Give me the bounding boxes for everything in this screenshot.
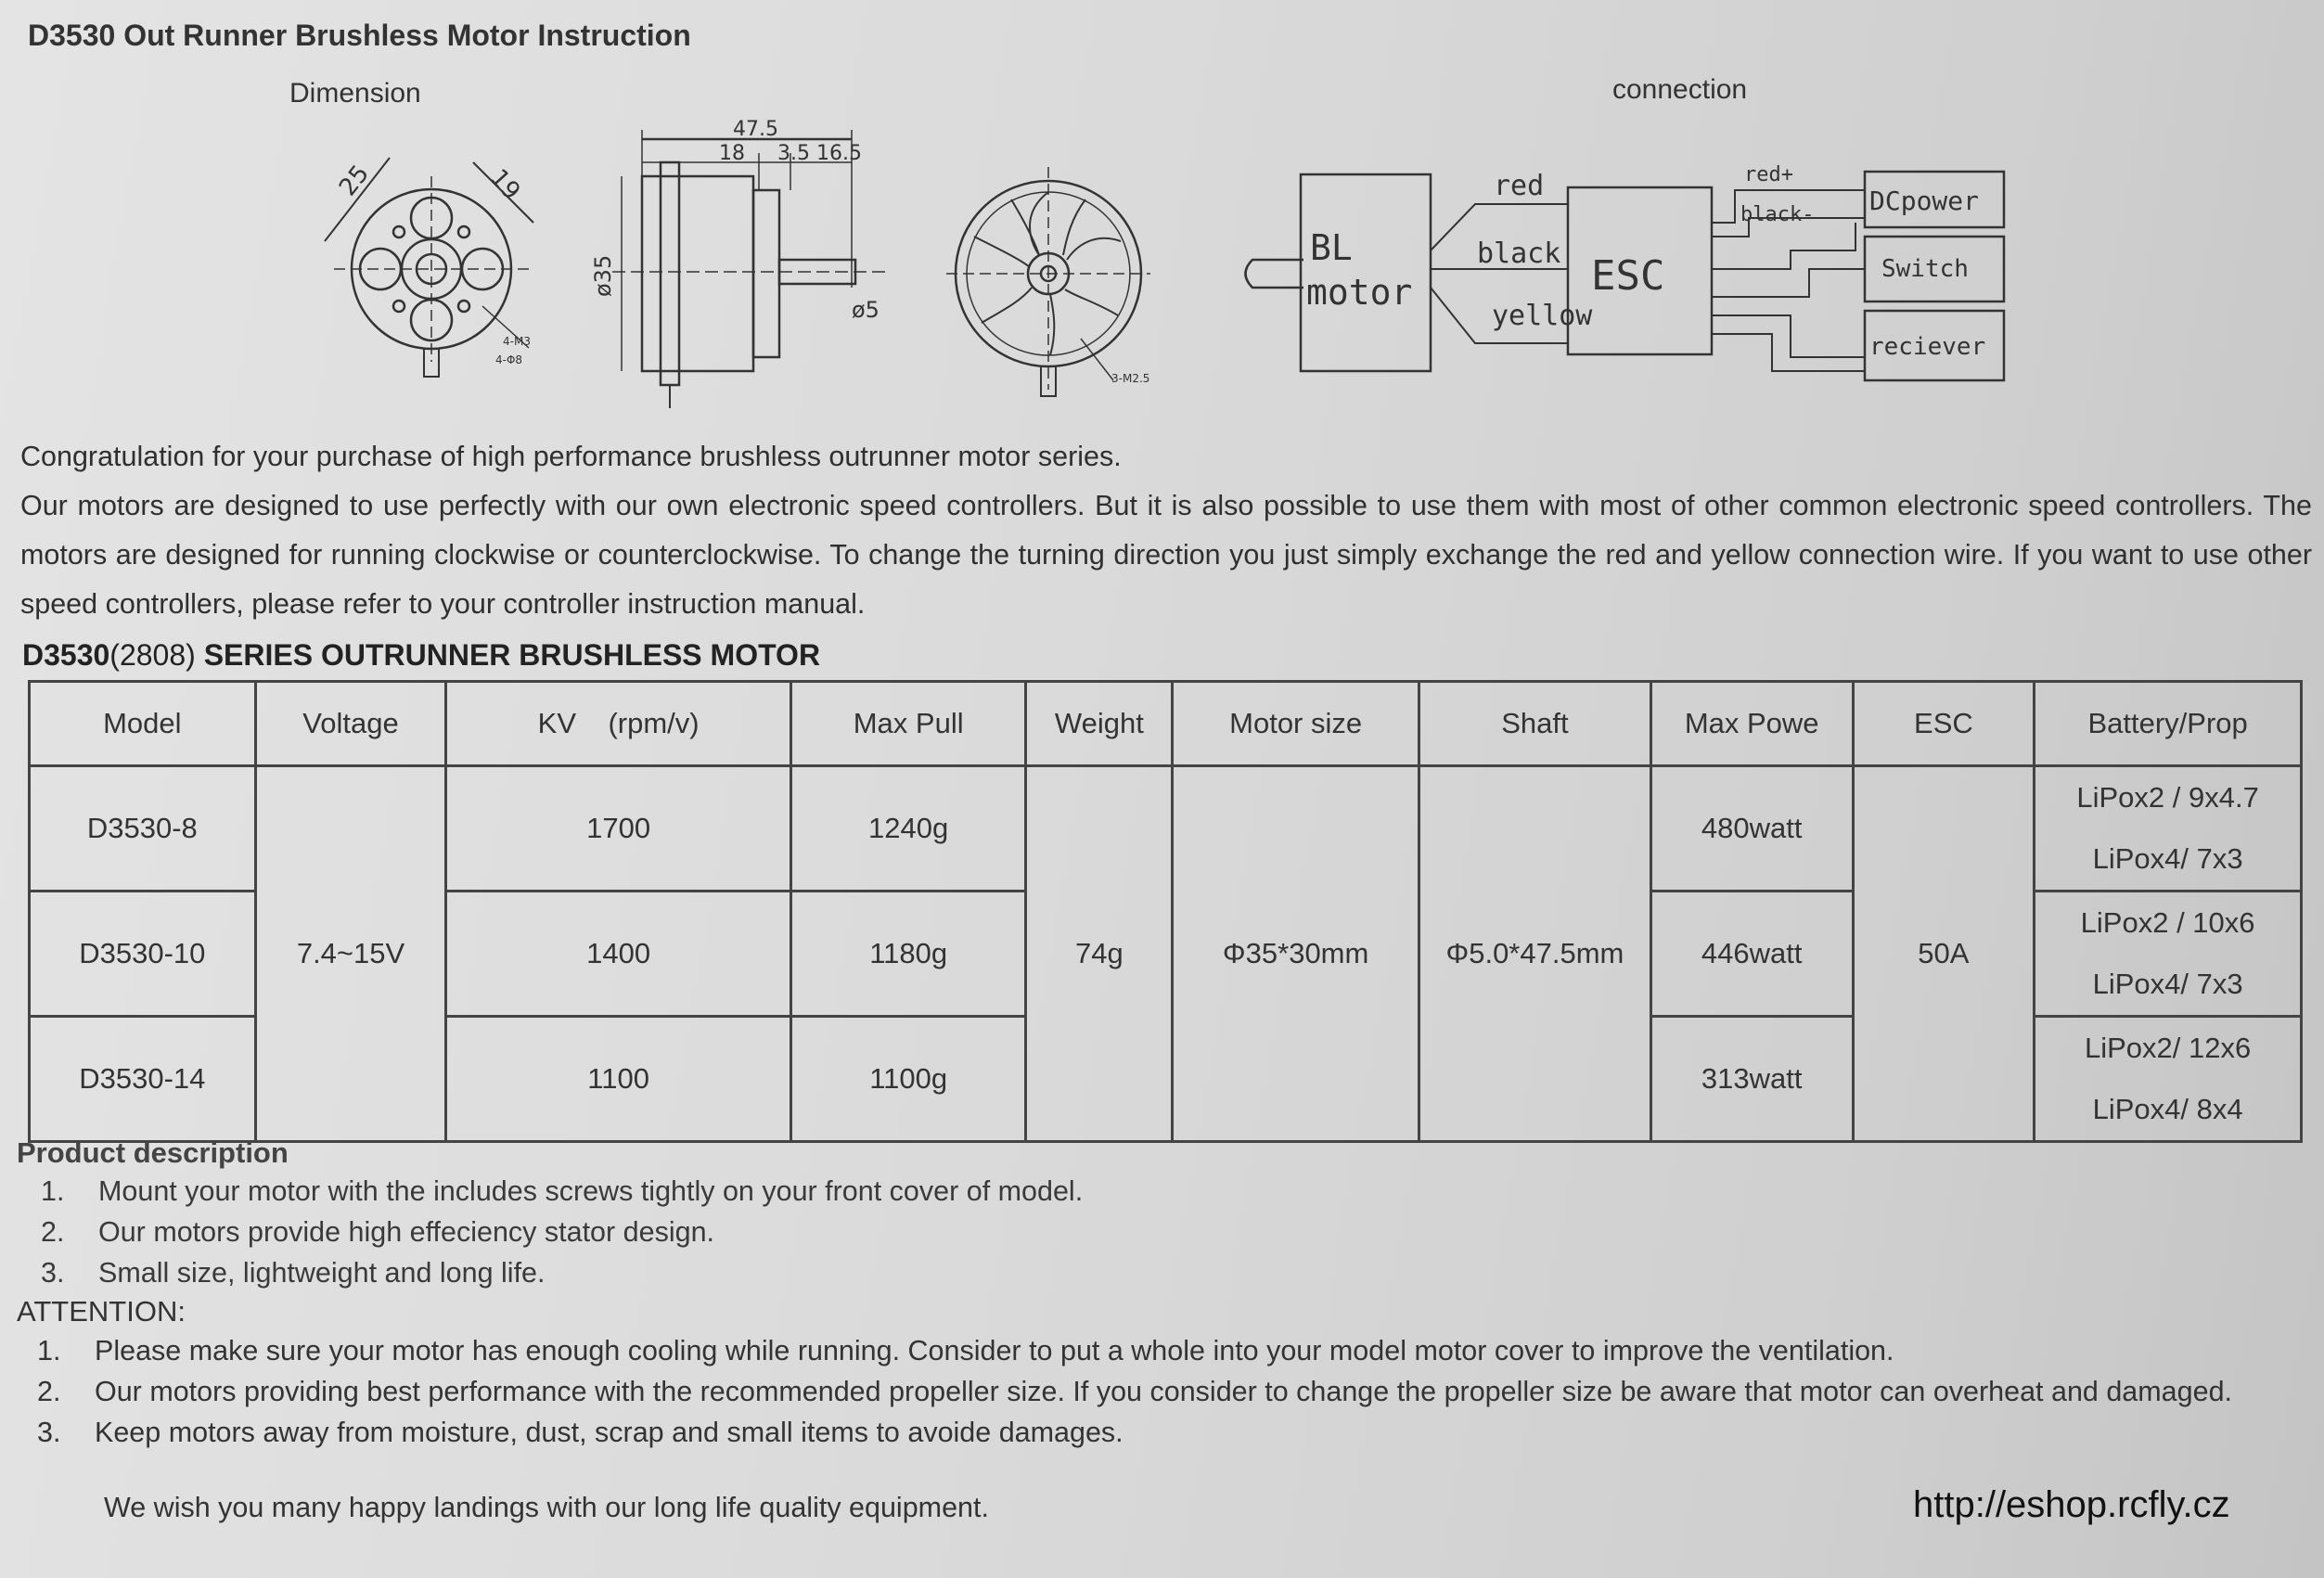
cell-model: D3530-14: [30, 1017, 256, 1142]
table-header-row: [30, 682, 2302, 766]
wire-black-label: black: [1477, 237, 1561, 270]
cell-battery-prop: [2035, 892, 2302, 1017]
product-description-heading: Product description: [17, 1136, 289, 1169]
cell-battery-prop: [2035, 766, 2302, 892]
note-4-phi8: 4-Φ8: [495, 353, 523, 366]
dimension-heading: Dimension: [289, 78, 421, 109]
list-number: 2.: [37, 1376, 61, 1407]
dim-phi5-label: ø5: [852, 297, 880, 323]
series-alt-model: (2808): [109, 638, 196, 672]
list-item: [37, 1330, 2301, 1371]
list-text: Our motors providing best performance with the recommended propeller size. If you consider to change the propeller size be aware that motor can overheat and damaged.: [95, 1376, 2233, 1407]
list-item: [37, 1412, 2301, 1453]
lead-red-label: red+: [1744, 163, 1793, 186]
list-item: [41, 1252, 1083, 1293]
cell-max-power: 446watt: [1650, 892, 1853, 1017]
lead-black-label: black-: [1740, 203, 1815, 226]
cell-max-pull: 1100g: [790, 1017, 1026, 1142]
list-text: Keep motors away from moisture, dust, scrap and small items to avoide damages.: [95, 1417, 1123, 1448]
battery-prop-line: LiPox4/ 8x4: [2092, 1093, 2243, 1125]
dim-16-5-label: 16.5: [816, 142, 862, 165]
spec-table: [28, 680, 2303, 1143]
battery-prop-line: LiPox2/ 12x6: [2084, 1032, 2252, 1064]
cell-kv: 1100: [446, 1017, 790, 1142]
header-weight: Weight: [1026, 682, 1173, 766]
intro-paragraph-2: Our motors are designed to use perfectly with our own electronic speed controllers. But it is also possible to use them with most of other common electronic speed controllers. The motors are designed for running clockwise or counterclockwise. To change the turning direction you just simply exchange the red and yellow connection wire. If you want to use other speed controllers, please refer to your controller instruction manual.: [20, 490, 2312, 620]
connection-diagram: [1215, 148, 2013, 399]
dim-19-label: 19: [483, 163, 526, 206]
series-heading: [22, 638, 820, 673]
header-model: Model: [30, 682, 256, 766]
dim-47-5-label: 47.5: [733, 118, 778, 141]
cell-motor-size: Φ35*30mm: [1173, 766, 1419, 1142]
connection-heading: connection: [1612, 74, 1748, 105]
battery-prop-line: LiPox4/ 7x3: [2092, 842, 2243, 875]
header-esc: ESC: [1853, 682, 2035, 766]
intro-paragraph-1: Congratulation for your purchase of high performance brushless outrunner motor series.: [20, 441, 1122, 472]
motor-side-view: [590, 118, 891, 408]
cell-max-pull: 1180g: [790, 892, 1026, 1017]
dim-phi35-label: ø35: [590, 254, 616, 297]
product-description-list: [41, 1171, 1083, 1293]
header-max-power: Max Powe: [1650, 682, 1853, 766]
website-link[interactable]: http://eshop.rcfly.cz: [1913, 1484, 2230, 1525]
battery-prop-line: LiPox2 / 10x6: [2080, 906, 2255, 939]
document-title: D3530 Out Runner Brushless Motor Instruction: [28, 19, 691, 52]
cell-max-pull: 1240g: [790, 766, 1026, 892]
battery-prop-line: LiPox2 / 9x4.7: [2076, 781, 2259, 814]
list-number: 1.: [41, 1175, 65, 1207]
intro-text: [20, 432, 2312, 629]
list-text: Small size, lightweight and long life.: [98, 1257, 546, 1289]
cell-model: D3530-10: [30, 892, 256, 1017]
series-model: D3530: [22, 638, 110, 672]
series-title: SERIES OUTRUNNER BRUSHLESS MOTOR: [195, 638, 821, 672]
note-3-m2-5: 3-M2.5: [1111, 372, 1150, 385]
list-item: [37, 1371, 2301, 1412]
motor-front-view: [325, 158, 533, 377]
header-motor-size: Motor size: [1173, 682, 1419, 766]
wire-red-label: red: [1494, 170, 1545, 202]
dim-3-5-label: 3.5: [777, 142, 810, 165]
esc-label: ESC: [1591, 252, 1665, 300]
attention-list: [37, 1330, 2301, 1453]
motor-rear-view: [946, 167, 1150, 396]
attention-heading: ATTENTION:: [17, 1295, 186, 1328]
header-battery-prop: Battery/Prop: [2035, 682, 2302, 766]
bl-motor-label-line2: motor: [1306, 272, 1413, 313]
cell-max-power: 480watt: [1650, 766, 1853, 892]
table-row: [30, 766, 2302, 892]
header-max-pull: Max Pull: [790, 682, 1026, 766]
list-number: 3.: [37, 1417, 61, 1448]
dimension-drawing: [297, 111, 1178, 417]
cell-esc: 50A: [1853, 766, 2035, 1142]
receiver-label: reciever: [1869, 333, 1986, 361]
list-text: Mount your motor with the includes screws tightly on your front cover of model.: [98, 1175, 1084, 1207]
cell-max-power: 313watt: [1650, 1017, 1853, 1142]
cell-weight: 74g: [1026, 766, 1173, 1142]
list-number: 2.: [41, 1216, 65, 1248]
cell-kv: 1400: [446, 892, 790, 1017]
dc-power-label: DCpower: [1869, 186, 1980, 216]
list-text: Our motors provide high effeciency stator design.: [98, 1216, 715, 1248]
bl-motor-label-line1: BL: [1310, 227, 1353, 268]
dim-25-label: 25: [334, 160, 376, 202]
cell-model: D3530-8: [30, 766, 256, 892]
list-text: Please make sure your motor has enough cooling while running. Consider to put a whole into your model motor cover to improve the ventilation.: [95, 1335, 1894, 1366]
cell-kv: 1700: [446, 766, 790, 892]
header-shaft: Shaft: [1419, 682, 1651, 766]
note-4-m3: 4-M3: [503, 335, 531, 348]
list-number: 3.: [41, 1257, 65, 1289]
header-kv: KV (rpm/v): [446, 682, 790, 766]
switch-label: Switch: [1881, 255, 1969, 283]
wire-yellow-label: yellow: [1492, 300, 1593, 332]
closing-line: We wish you many happy landings with our long life quality equipment.: [104, 1492, 989, 1523]
header-voltage: Voltage: [255, 682, 446, 766]
list-number: 1.: [37, 1335, 61, 1366]
cell-battery-prop: [2035, 1017, 2302, 1142]
list-item: [41, 1171, 1083, 1212]
battery-prop-line: LiPox4/ 7x3: [2092, 968, 2243, 1000]
cell-shaft: Φ5.0*47.5mm: [1419, 766, 1651, 1142]
list-item: [41, 1212, 1083, 1252]
cell-voltage: 7.4~15V: [255, 766, 446, 1142]
dim-18-label: 18: [719, 142, 745, 165]
